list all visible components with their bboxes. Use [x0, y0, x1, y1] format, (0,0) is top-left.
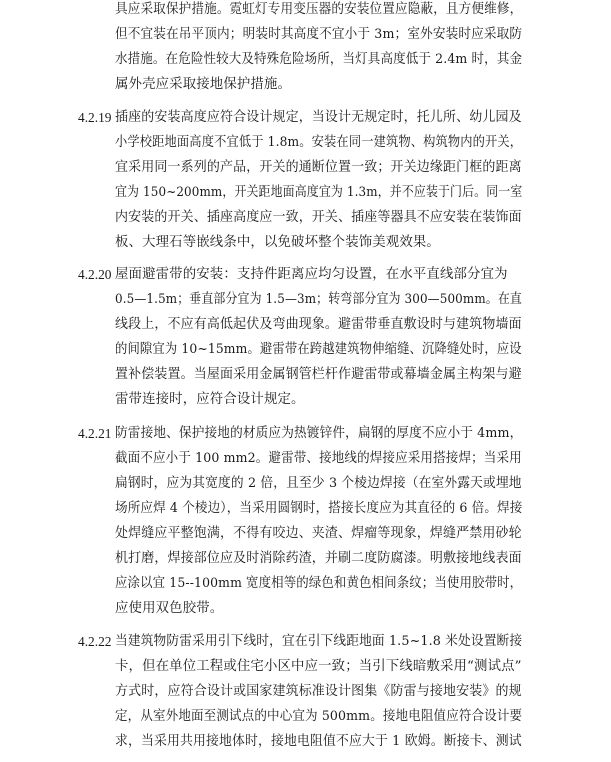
clause-line: 处焊缝应平整饱满，不得有咬边、夹渣、焊瘤等现象，焊缝严禁用砂轮: [115, 526, 522, 541]
clause-line: 的间隙宜为 10~15mm。避雷带在跨越建筑物伸缩缝、沉降缝处时，应设: [115, 342, 522, 357]
clause-line: 卡，但在单位工程或住宅小区中应一致；当引下线暗敷采用“测试点”: [115, 659, 522, 674]
clause-line: 场所应焊 4 个棱边），当采用圆钢时，搭接长度应为其直径的 6 倍。焊接: [115, 501, 523, 516]
clause-line: 机打磨，焊接部位应及时消除药渣，并刷二度防腐漆。明敷接地线表面: [115, 551, 522, 566]
clause-number: 4.2.21: [78, 426, 112, 441]
clause-line: 0.5—1.5m；垂直部分宜为 1.5—3m；转弯部分宜为 300—500mm。在直: [115, 292, 522, 307]
intro-line: 水措施。在危险性较大及特殊危险场所，当灯具高度低于 2.4m 时，其金: [115, 52, 523, 67]
clause-number: 4.2.19: [78, 110, 112, 125]
clause-line: 置补偿装置。当屋面采用金属钢管栏杆作避雷带或幕墙金属主构架与避: [115, 367, 522, 382]
clause-line: 线段上，不应有高低起伏及弯曲现象。避雷带垂直敷设时与建筑物墙面: [115, 317, 522, 332]
clause-line: 雷带连接时，应符合设计规定。: [115, 392, 305, 407]
clause-line: 定，从室外地面至测试点的中心宜为 500mm。接地电阻值应符合设计要: [115, 709, 523, 724]
clause-number: 4.2.22: [78, 634, 112, 649]
intro-line: 属外壳应采取接地保护措施。: [115, 77, 292, 92]
clause-line: 屋面避雷带的安装：支持件距离应均匀设置，在水平直线部分宜为: [115, 267, 508, 282]
intro-line: 具应采取保护措施。霓虹灯专用变压器的安装位置应隐蔽，且方便维修，: [115, 2, 523, 17]
clause-line: 应涂以宜 15--100mm 宽度相等的绿色和黄色相间条纹；当使用胶带时，: [115, 576, 523, 591]
clause-line: 方式时，应符合设计或国家建筑标准设计图集《防雷与接地安装》的规: [115, 684, 522, 699]
clause-line: 防雷接地、保护接地的材质应为热镀锌件，扁钢的厚度不应小于 4mm，: [115, 426, 523, 441]
clause-line: 小学校距地面高度不宜低于 1.8m。安装在同一建筑物、构筑物内的开关，: [115, 135, 523, 150]
clause-line: 宜采用同一系列的产品，开关的通断位置一致；开关边缘距门框的距离: [115, 160, 522, 175]
clause-line: 宜为 150~200mm，开关距地面高度宜为 1.3m，并不应装于门后。同一室: [115, 185, 523, 200]
intro-line: 但不宜装在吊平顶内；明装时其高度不宜小于 3m；室外安装时应采取防: [115, 27, 523, 42]
clause-number: 4.2.20: [78, 267, 112, 282]
clause-line: 扁钢时，应为其宽度的 2 倍，且至少 3 个棱边焊接（在室外露天或埋地: [115, 476, 522, 491]
clause-line: 当建筑物防雷采用引下线时，宜在引下线距地面 1.5~1.8 米处设置断接: [115, 634, 523, 649]
clause-line: 求，当采用共用接地体时，接地电阻值不应大于 1 欧姆。断接卡、测试: [115, 734, 522, 749]
clause-line: 板、大理石等嵌线条中，以免破坏整个装饰美观效果。: [115, 235, 440, 250]
clause-line: 内安装的开关、插座高度应一致，开关、插座等器具不应安装在装饰面: [115, 210, 522, 225]
clause-line: 插座的安装高度应符合设计规定，当设计无规定时，托儿所、幼儿园及: [115, 110, 522, 125]
clause-line: 截面不应小于 100 mm2。避雷带、接地线的焊接应采用搭接焊；当采用: [115, 451, 522, 466]
clause-line: 应使用双色胶带。: [115, 601, 224, 616]
